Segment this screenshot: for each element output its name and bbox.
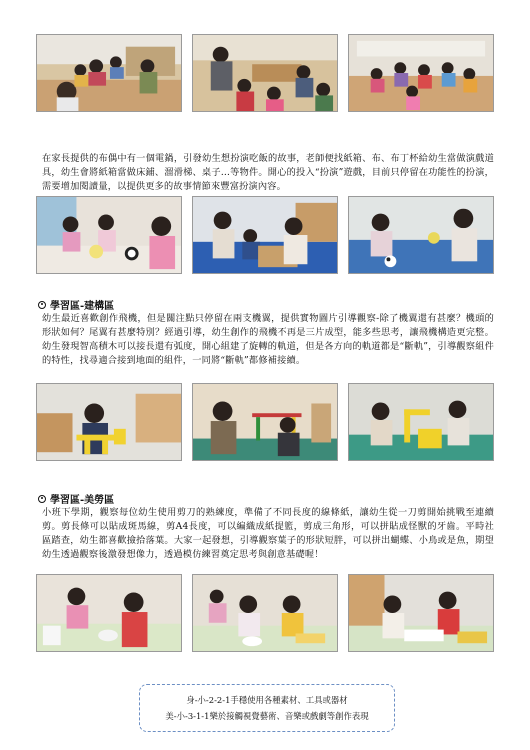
photo-doll-play-1 bbox=[36, 196, 182, 274]
photo-construction-2 bbox=[192, 383, 338, 461]
art-area-heading-text: 學習區-美勞區 bbox=[50, 495, 115, 506]
block-area-heading bbox=[38, 297, 114, 312]
bullet-icon bbox=[38, 301, 46, 309]
photo-construction-1 bbox=[36, 383, 182, 461]
bullet-icon bbox=[38, 495, 46, 503]
photo-construction-3 bbox=[348, 383, 494, 461]
photo-doll-play-2 bbox=[192, 196, 338, 274]
art-area-paragraph: 小班下學期，觀察每位幼生使用剪刀的熟練度，準備了不同長度的線條紙，讓幼生從一刀剪開始挑戰至連續剪。剪長條可以貼成斑馬線，剪A4長度，可以編織成紙提籃，剪成三角形，可以拼貼成怪獸的牙齒。平時社區踏查，幼生都喜歡撿拾落葉。大家一起發想，引導觀察葉子的形狀短胖，可以拼出蝴蝶、小鳥或是魚，期望幼生透過觀察後激發想像力，透過模仿練習奠定思考與創意基礎喔！ bbox=[42, 507, 494, 560]
photo-row-art bbox=[36, 574, 494, 652]
photo-pretend-play-1 bbox=[36, 34, 182, 112]
block-area-heading-text: 學習區-建構區 bbox=[50, 301, 115, 312]
art-area-heading bbox=[38, 491, 114, 506]
block-area-paragraph: 幼生最近喜歡創作飛機，但是關注點只停留在兩支機翼，提供實物圖片引導觀察-除了機翼還有甚麼？機頭的形狀如何？尾翼有甚麼特別？經過引導，幼生創作的飛機不再是三片成型，能多些思考，讓飛機構造更完整。幼生發現智高積木可以接長還有弧度，開心組建了旋轉的軌道，但是各方向的軌道都是“斷軌”，引導觀察組件的特性，找尋適合接到地面的組件，一同將“斷軌”都修補接續。 bbox=[42, 313, 494, 366]
photo-row-pretend-2 bbox=[36, 196, 494, 274]
photo-pretend-play-3 bbox=[348, 34, 494, 112]
photo-art-1 bbox=[36, 574, 182, 652]
photo-doll-play-3 bbox=[348, 196, 494, 274]
photo-pretend-play-2 bbox=[192, 34, 338, 112]
photo-art-3 bbox=[348, 574, 494, 652]
learning-goals-box bbox=[139, 684, 395, 732]
learning-goal-1: 身-小-2-2-1手穩使用各種素材、工具或器材 bbox=[186, 695, 348, 705]
photo-art-2 bbox=[192, 574, 338, 652]
photo-row-pretend-1 bbox=[36, 34, 494, 112]
learning-goal-2: 美-小-3-1-1樂於接觸視覺藝術、音樂或戲劇等創作表現 bbox=[165, 711, 369, 721]
intro-paragraph: 在家長提供的布偶中有一個電鍋，引發幼生想扮演吃飯的故事，老師便找紙箱、布、布丁杯給幼生當做演戲道具，幼生會將紙箱當做床鋪、溜滑梯、桌子…等物件。開心的投入“扮演”遊戲，目前只停留在功能性的扮演，需要增加閱讀量，以提供更多的故事情節來豐富扮演內容。 bbox=[42, 153, 494, 192]
photo-row-construction bbox=[36, 383, 494, 461]
